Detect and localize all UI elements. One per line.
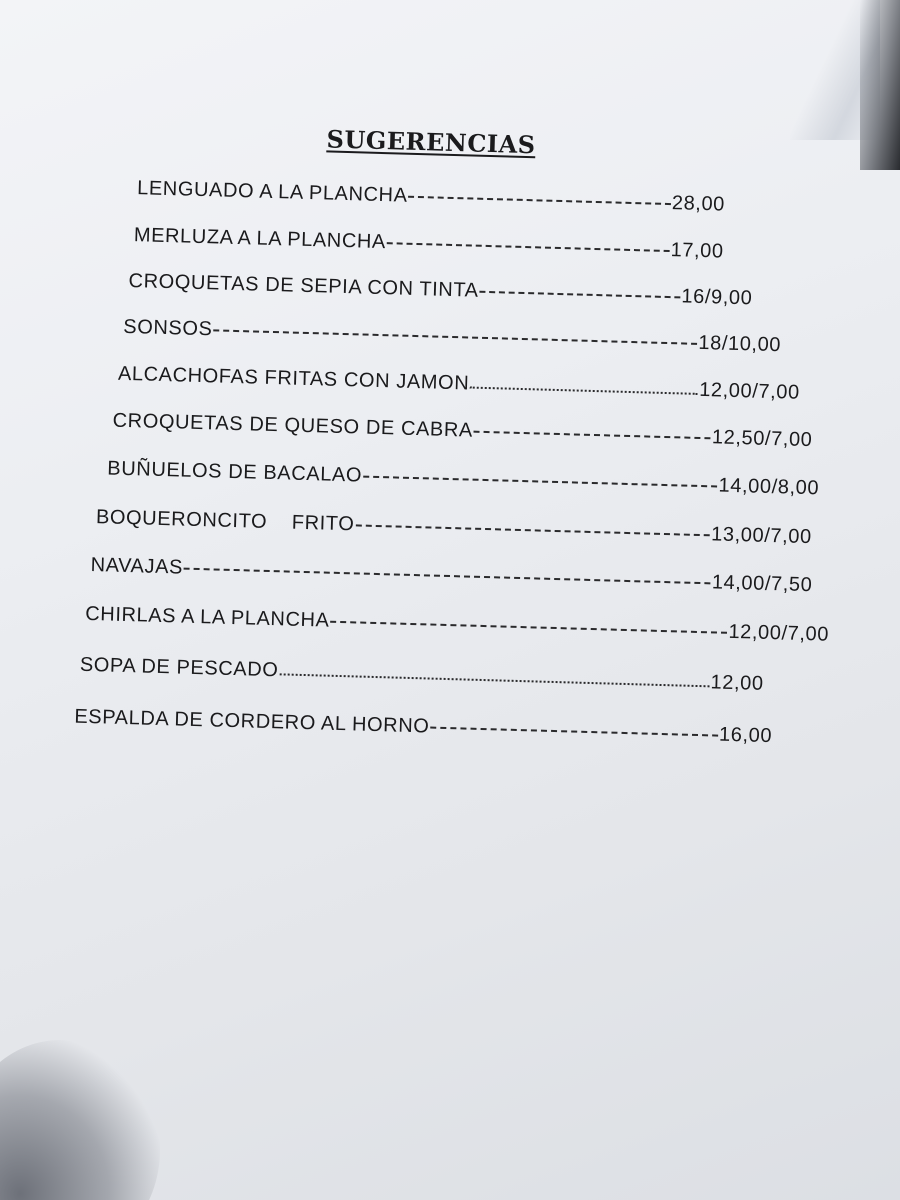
menu-item-price: 12,50/7,00: [711, 426, 813, 452]
menu-item: [80, 654, 764, 696]
menu-item: [128, 270, 752, 310]
menu-item: [123, 316, 781, 357]
menu-item-name: ESPALDA DE CORDERO AL HORNO: [74, 705, 430, 738]
menu-item-name: ALCACHOFAS FRITAS CON JAMON: [117, 362, 470, 395]
menu-item-price: 14,00/7,50: [711, 571, 813, 597]
menu-item: [74, 706, 772, 748]
leader-dashes: [213, 328, 697, 345]
menu-item-name: BUÑUELOS DE BACALAO: [107, 457, 363, 487]
menu-item-name: CHIRLAS A LA PLANCHA: [84, 602, 330, 632]
leader-dashes: [355, 523, 710, 536]
leader-dashes: [184, 567, 711, 585]
menu-item-price: 18/10,00: [698, 331, 782, 357]
menu-item: [90, 554, 812, 597]
leader-dashes: [363, 475, 718, 488]
menu-item: [107, 457, 819, 500]
menu-item-name: MERLUZA A LA PLANCHA: [133, 224, 387, 254]
leader-dashes: [430, 726, 718, 737]
menu-item-price: 13,00/7,00: [710, 523, 813, 549]
leader-dashes: [330, 620, 727, 634]
menu-item: [112, 410, 812, 453]
menu-item-name: NAVAJAS: [90, 554, 184, 579]
menu-item-name: LENGUADO A LA PLANCHA: [136, 177, 408, 207]
menu-item-price: 14,00/8,00: [718, 474, 820, 500]
menu-title: SUGERENCIAS: [326, 124, 536, 160]
menu-item-name: CROQUETAS DE SEPIA CON TINTA: [128, 269, 479, 302]
leader-dots: [470, 386, 698, 395]
menu-item: [134, 224, 724, 263]
menu-item-name: CROQUETAS DE QUESO DE CABRA: [112, 409, 474, 442]
menu-item-price: 28,00: [671, 192, 726, 216]
menu-item-price: 16/9,00: [681, 285, 753, 310]
leader-dashes: [409, 195, 671, 205]
leader-dashes: [474, 430, 711, 440]
menu-item-price: 12,00/7,00: [728, 620, 830, 646]
menu-item-name: BOQUERONCITO FRITO: [95, 506, 355, 536]
menu-item: [96, 506, 812, 549]
menu-item-name: SONSOS: [123, 315, 213, 341]
menu-item-price: 12,00: [710, 671, 764, 695]
leader-dots: [279, 672, 709, 687]
menu-item-price: 17,00: [670, 239, 724, 263]
leader-dashes: [480, 290, 681, 299]
menu-item: [118, 363, 800, 405]
menu-item: [85, 603, 829, 647]
menu-item-name: SOPA DE PESCADO: [79, 653, 279, 682]
menu-item-price: 16,00: [718, 723, 773, 748]
leader-dashes: [387, 241, 670, 252]
menu-item: [137, 177, 725, 216]
menu-item-price: 12,00/7,00: [698, 378, 801, 404]
